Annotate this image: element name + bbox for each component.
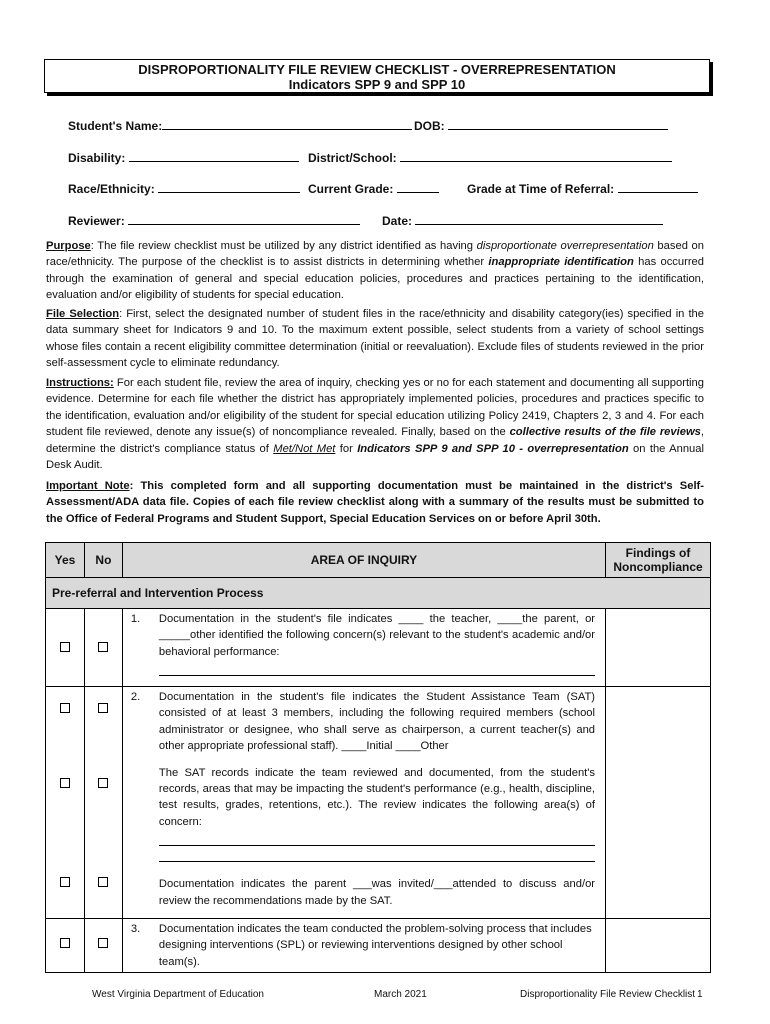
dob-field[interactable]: [414, 118, 668, 133]
disability-blank[interactable]: [129, 150, 299, 162]
district-school-field[interactable]: [308, 150, 672, 165]
table-row: [46, 919, 711, 973]
yes-cell: [46, 919, 85, 973]
dob-label: DOB:: [414, 119, 445, 133]
reviewer-blank[interactable]: [128, 213, 360, 225]
instructions-text: For each student file, review the area of inquiry, checking yes or no for each statement and documenting all supporting evidence. Determine for each file whether the district has appropriately implemented policies, procedures and practices specific to the identification, evaluation and/or eligibility of the student for special education utilizing Policy 2419, Chapters 2, 3 and 4. For each student file reviewed, denote any issue(s) of noncompliance revealed. Finally, based on the: [46, 377, 704, 439]
no-cell: [84, 609, 122, 687]
current-grade-label: Current Grade:: [308, 182, 394, 196]
reviewer-label: Reviewer:: [68, 214, 125, 228]
table-row: [46, 609, 711, 687]
findings-cell[interactable]: [606, 919, 711, 973]
yes-cell: [46, 609, 85, 687]
reviewer-field[interactable]: [68, 213, 360, 228]
no-checkbox[interactable]: [98, 938, 108, 948]
student-name-label: Student's Name:: [68, 119, 163, 133]
item-subtext: Documentation indicates the parent ___was invited/___attended to discuss and/or review the recommendations made by the SAT.: [158, 878, 596, 907]
instructions-emphasis-3: Indicators SPP 9 and SPP 10 - overrepresentation: [357, 442, 629, 455]
yes-checkbox[interactable]: [60, 938, 70, 948]
footer-page: 1: [697, 989, 703, 1000]
purpose-label: Purpose: [46, 240, 91, 252]
grade-at-referral-label: Grade at Time of Referral:: [467, 182, 615, 196]
instructions-text-2: , determine the district's compliance status of: [46, 426, 704, 455]
no-cell: [84, 687, 122, 919]
date-blank[interactable]: [415, 213, 663, 225]
document-subtitle: Indicators SPP 9 and SPP 10: [288, 77, 466, 92]
district-school-label: District/School:: [308, 151, 397, 165]
item-number: 3.: [130, 923, 141, 935]
file-selection-text: : First, select the designated number of student files in the race/ethnicity and disability category(ies) specified in the data summary sheet for Indicators 9 and 10. To the maximum extent possible, select students from a variety of school settings whose files contain a recent eligibility committee determination (initial or reevaluation). Exclude files of students reviewed in the prior self-assessment cycle to eliminate redundancy.: [46, 308, 704, 370]
race-ethnicity-label: Race/Ethnicity:: [68, 182, 155, 196]
inquiry-cell: [122, 609, 605, 687]
col-yes-header: Yes: [46, 543, 85, 578]
file-selection-paragraph: [46, 306, 704, 372]
table-header-row: [46, 543, 711, 578]
no-checkbox[interactable]: [98, 778, 108, 788]
purpose-emphasis-1: disproportionate overrepresentation: [476, 240, 654, 252]
yes-cell: [46, 687, 85, 919]
instructions-emphasis-1: collective results of the file reviews: [509, 426, 701, 439]
col-no-header: No: [84, 543, 122, 578]
col-findings-header: Findings of Noncompliance: [606, 543, 711, 578]
no-checkbox[interactable]: [98, 703, 108, 713]
purpose-text-2: based on race/ethnicity. The purpose of the checklist is to assist districts in determining whether: [46, 240, 704, 269]
date-field[interactable]: [382, 213, 663, 228]
answer-line[interactable]: [159, 660, 595, 676]
table-row: [46, 687, 711, 919]
disability-label: Disability:: [68, 151, 126, 165]
instructions-text-4: on the Annual Desk Audit.: [46, 442, 704, 472]
dob-blank[interactable]: [448, 118, 668, 130]
footer-date: March 2021: [374, 989, 427, 1000]
district-school-blank[interactable]: [400, 150, 672, 162]
item-text: Documentation in the student's file indicates ____ the teacher, ____the parent, or _____other identified the following concern(s) relevant to the student's academic and/or behavioral performance:: [158, 613, 596, 658]
findings-cell[interactable]: [606, 609, 711, 687]
item-text: Documentation in the student's file indicates the Student Assistance Team (SAT) consisted of at least 3 members, including the following required members (school administrator or designee, who shall serve as chairperson, a current teacher(s) and other appropriate professional staff). ____Initial ____Other: [158, 691, 596, 753]
item-text: Documentation indicates the team conducted the problem-solving process that includes designing interventions (SPL) or reviewing interventions designed by other school team(s).: [158, 923, 592, 968]
inquiry-cell: [122, 687, 605, 919]
instructions-paragraph: [46, 375, 704, 473]
purpose-text-3: has occurred through the examination of general and special education policies, procedures and practices pertaining to the identification, evaluation and/or eligibility of students for special education.: [46, 256, 704, 302]
instructions-text-3: for: [335, 442, 358, 455]
grade-at-referral-field[interactable]: [467, 181, 698, 196]
grade-at-referral-blank[interactable]: [618, 181, 698, 193]
footer-org: West Virginia Department of Education: [92, 989, 264, 1000]
no-checkbox[interactable]: [98, 877, 108, 887]
answer-line[interactable]: [159, 830, 595, 846]
purpose-emphasis-2: inappropriate identification: [488, 256, 634, 269]
item-number: 1.: [130, 613, 141, 625]
section-row: [46, 578, 711, 609]
inquiry-table: [45, 542, 711, 973]
important-note-label: Important Note: [46, 480, 130, 492]
no-checkbox[interactable]: [98, 642, 108, 652]
race-ethnicity-field[interactable]: [68, 181, 300, 196]
student-name-field[interactable]: [68, 118, 412, 133]
current-grade-field[interactable]: [308, 181, 439, 196]
important-note-paragraph: [46, 478, 704, 527]
answer-line[interactable]: [159, 846, 595, 862]
purpose-text: : The file review checklist must be utilized by any district identified as having: [90, 240, 477, 252]
document-title: DISPROPORTIONALITY FILE REVIEW CHECKLIST - OVERREPRESENTATION: [138, 62, 616, 77]
findings-cell[interactable]: [606, 687, 711, 919]
race-ethnicity-blank[interactable]: [158, 181, 300, 193]
item-number: 2.: [130, 691, 141, 703]
inquiry-cell: [122, 919, 605, 973]
section-title: Pre-referral and Intervention Process: [46, 578, 711, 609]
item-subtext: The SAT records indicate the team reviewed and documented, from the student's records, areas that may be impacting the student's performance (e.g., health, discipline, test results, grades, retentions, etc.). The review indicates the following area(s) of concern:: [158, 766, 596, 828]
instructions-label: Instructions:: [46, 377, 114, 389]
purpose-paragraph: [46, 238, 704, 304]
current-grade-blank[interactable]: [397, 181, 439, 193]
footer-doc: Disproportionality File Review Checklist: [520, 989, 696, 1000]
yes-checkbox[interactable]: [60, 778, 70, 788]
title-box: [44, 59, 710, 93]
instructions-emphasis-2: Met/Not Met: [273, 442, 336, 455]
col-area-header: AREA OF INQUIRY: [122, 543, 605, 578]
date-label: Date:: [382, 214, 413, 228]
yes-checkbox[interactable]: [60, 642, 70, 652]
yes-checkbox[interactable]: [60, 877, 70, 887]
no-cell: [84, 919, 122, 973]
yes-checkbox[interactable]: [60, 703, 70, 713]
important-note-text: : This completed form and all supporting documentation must be maintained in the district's Self-Assessment/ADA data file. Copies of each file review checklist along with a summary of the results must be submitted to the Office of Federal Programs and Student Support, Special Education Services on or before April 30th.: [46, 480, 704, 525]
disability-field[interactable]: [68, 150, 299, 165]
student-name-blank[interactable]: [162, 118, 412, 130]
file-selection-label: File Selection: [46, 308, 120, 320]
